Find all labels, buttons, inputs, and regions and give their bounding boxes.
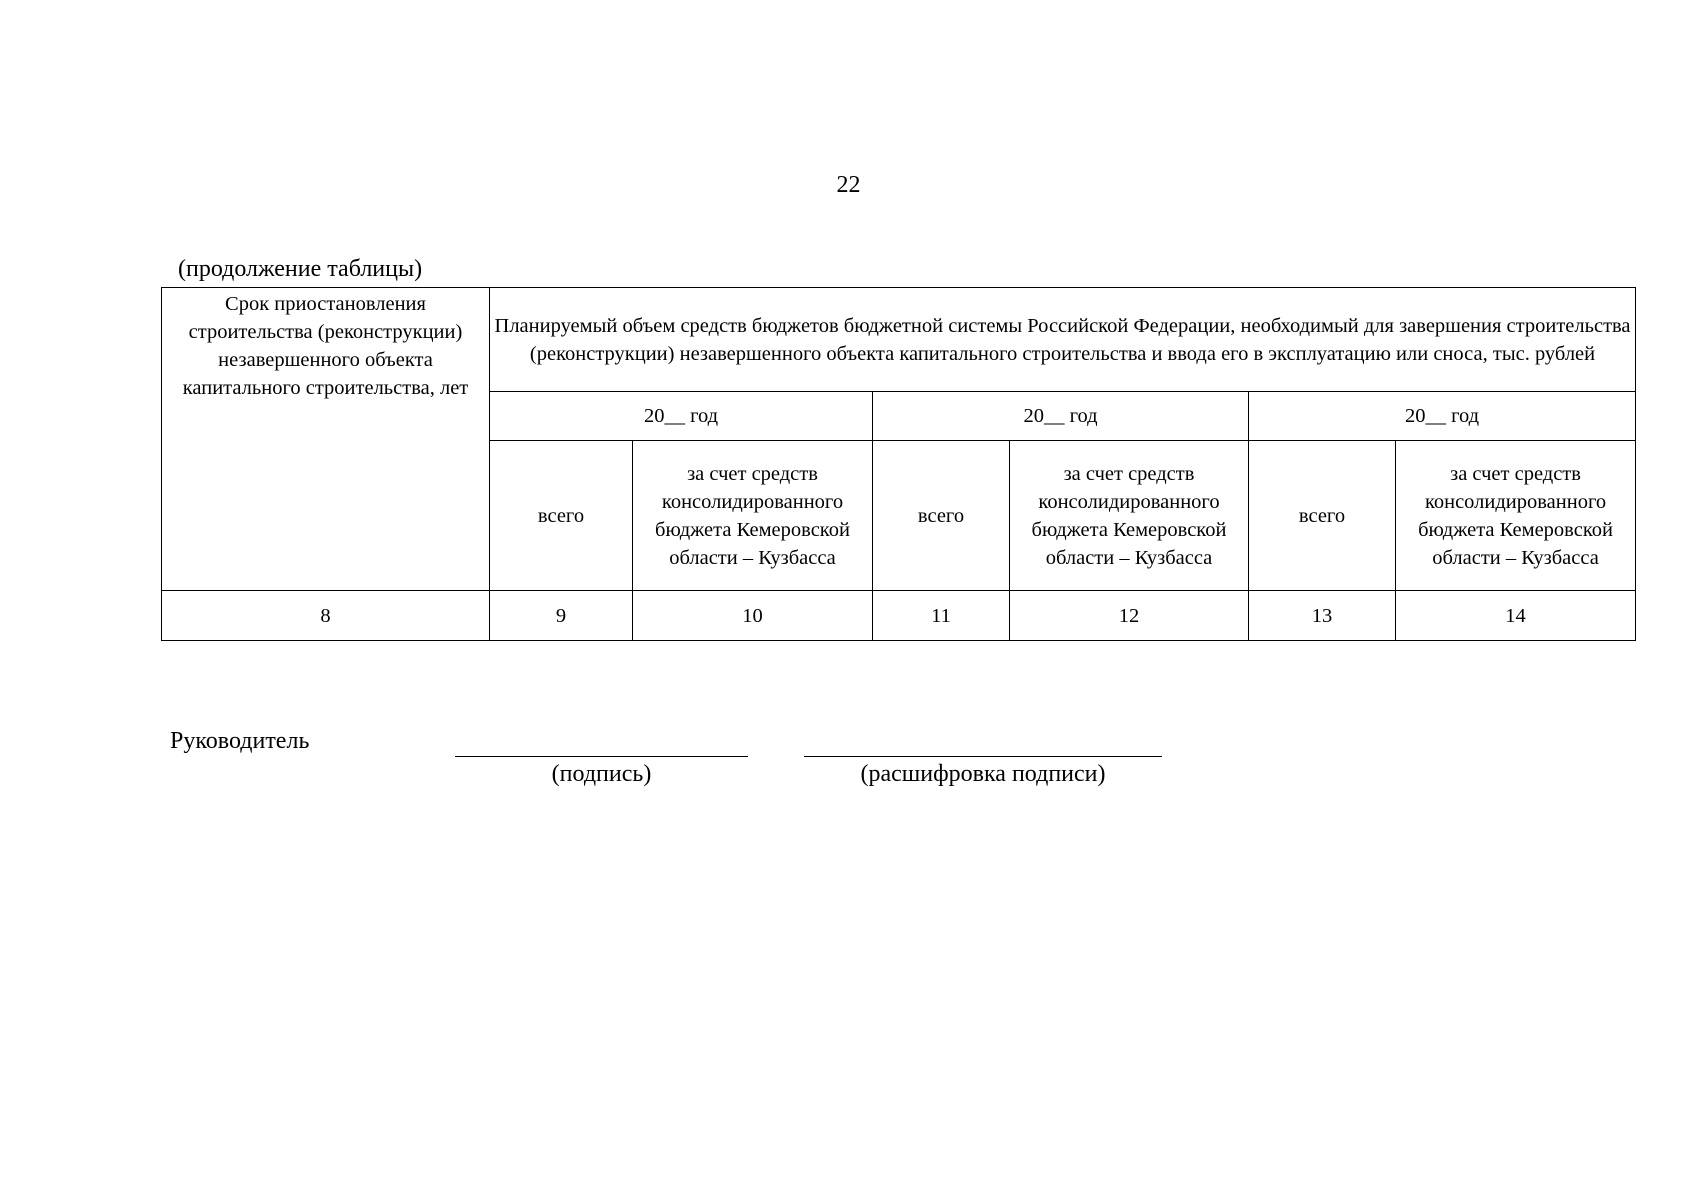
decryption-caption: (расшифровка подписи)	[860, 761, 1106, 787]
decryption-line	[804, 756, 1162, 757]
page-number: 22	[836, 172, 861, 198]
total-header-1: всего	[490, 441, 633, 591]
column-number: 9	[490, 591, 633, 641]
funding-group-header: Планируемый объем средств бюджетов бюджетной системы Российской Федерации, необходимый для завершения строительства (реконструкции) незавершенного объекта капитального строительства и ввода его в эксплуатацию или сноса, тыс. рублей	[490, 288, 1636, 392]
column-number: 8	[162, 591, 490, 641]
column-number: 10	[633, 591, 873, 641]
column-numbers-row	[162, 591, 1636, 641]
column-number: 12	[1010, 591, 1249, 641]
regional-budget-header-1: за счет средств консолидированного бюджета Кемеровской области – Кузбасса	[633, 441, 873, 591]
continuation-label: (продолжение таблицы)	[178, 256, 423, 282]
col8-header: Срок приостановления строительства (реконструкции) незавершенного объекта капитального строительства, лет	[162, 288, 490, 591]
signature-line	[455, 756, 748, 757]
regional-budget-header-2: за счет средств консолидированного бюджета Кемеровской области – Кузбасса	[1010, 441, 1249, 591]
column-number: 14	[1396, 591, 1636, 641]
column-number: 11	[873, 591, 1010, 641]
signature-caption: (подпись)	[551, 761, 652, 787]
year-header-1: 20__ год	[490, 392, 873, 441]
total-header-3: всего	[1249, 441, 1396, 591]
budget-table	[161, 287, 1636, 641]
column-number: 13	[1249, 591, 1396, 641]
year-header-3: 20__ год	[1249, 392, 1636, 441]
year-header-2: 20__ год	[873, 392, 1249, 441]
signer-role: Руководитель	[170, 728, 310, 754]
total-header-2: всего	[873, 441, 1010, 591]
regional-budget-header-3: за счет средств консолидированного бюджета Кемеровской области – Кузбасса	[1396, 441, 1636, 591]
